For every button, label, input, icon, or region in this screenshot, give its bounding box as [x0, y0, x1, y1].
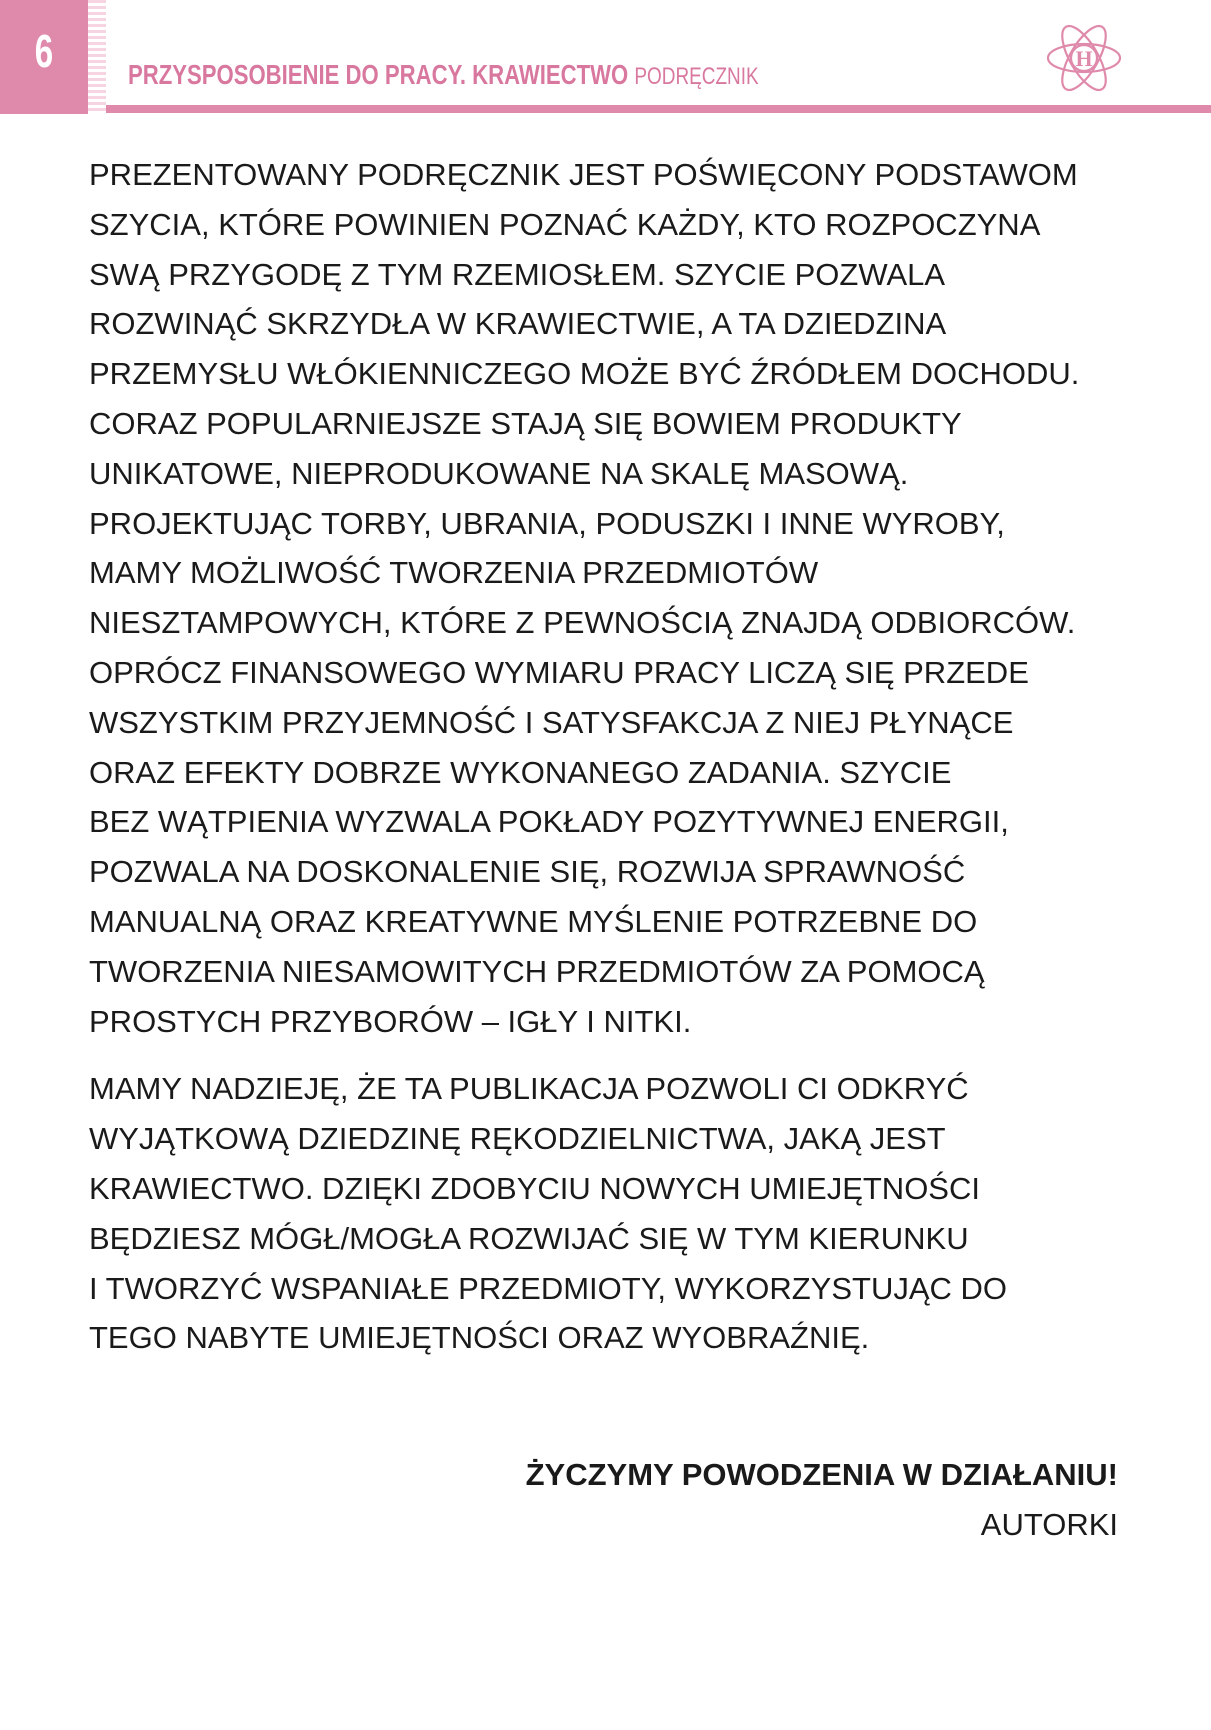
text-line: SWĄ PRZYGODĘ Z TYM RZEMIOSŁEM. SZYCIE POZWALA	[89, 256, 946, 292]
text-line: UNIKATOWE, NIEPRODUKOWANE NA SKALĘ MASOWĄ.	[89, 455, 909, 491]
text-line: POZWALA NA DOSKONALENIE SIĘ, ROZWIJA SPRAWNOŚĆ	[89, 854, 966, 890]
text-line: TEGO NABYTE UMIEJĘTNOŚCI ORAZ WYOBRAŹNIĘ.	[89, 1320, 870, 1356]
closing-signature	[526, 1450, 1118, 1550]
text-line: TWORZENIA NIESAMOWITYCH PRZEDMIOTÓW ZA POMOCĄ	[89, 953, 985, 989]
tab-stripes-decoration	[88, 0, 106, 114]
header-title-light: PODRĘCZNIK	[634, 63, 759, 90]
text-line: OPRÓCZ FINANSOWEGO WYMIARU PRACY LICZĄ SIĘ PRZEDE	[89, 654, 1029, 690]
text-line: ROZWINĄĆ SKRZYDŁA W KRAWIECTWIE, A TA DZIEDZINA	[89, 306, 947, 342]
text-line: MANUALNĄ ORAZ KREATYWNE MYŚLENIE POTRZEBNE DO	[89, 903, 978, 939]
text-line: PROJEKTUJĄC TORBY, UBRANIA, PODUSZKI I INNE WYROBY,	[89, 505, 1005, 541]
text-line: ORAZ EFEKTY DOBRZE WYKONANEGO ZADANIA. SZYCIE	[89, 754, 952, 790]
text-line: PROSTYCH PRZYBORÓW – IGŁY I NITKI.	[89, 1003, 692, 1039]
text-line: PRZEMYSŁU WŁÓKIENNICZEGO MOŻE BYĆ ŹRÓDŁEM DOCHODU.	[89, 356, 1080, 392]
header-title-bold: PRZYSPOSOBIENIE DO PRACY. KRAWIECTWO	[128, 59, 629, 90]
closing-wish: ŻYCZYMY POWODZENIA W DZIAŁANIU!	[525, 1457, 1118, 1492]
page-number: 6	[34, 25, 54, 77]
text-line: MAMY MOŻLIWOŚĆ TWORZENIA PRZEDMIOTÓW	[89, 555, 819, 591]
header-rule	[106, 105, 1211, 113]
text-line: SZYCIA, KTÓRE POWINIEN POZNAĆ KAŻDY, KTO ROZPOCZYNA	[89, 206, 1041, 242]
logo-letter: H	[1075, 46, 1093, 71]
page-number-tab	[0, 0, 88, 114]
paragraph-2	[89, 1064, 1129, 1363]
body-text	[89, 150, 1129, 1363]
text-line: I TWORZYĆ WSPANIAŁE PRZEDMIOTY, WYKORZYSTUJĄC DO	[89, 1270, 1008, 1306]
text-line: MAMY NADZIEJĘ, ŻE TA PUBLIKACJA POZWOLI CI ODKRYĆ	[89, 1071, 969, 1107]
running-header-title	[128, 61, 759, 89]
text-line: PREZENTOWANY PODRĘCZNIK JEST POŚWIĘCONY PODSTAWOM	[89, 157, 1078, 192]
atom-logo-icon	[1044, 18, 1124, 98]
text-line: NIESZTAMPOWYCH, KTÓRE Z PEWNOŚCIĄ ZNAJDĄ ODBIORCÓW.	[89, 605, 1076, 641]
text-line: CORAZ POPULARNIEJSZE STAJĄ SIĘ BOWIEM PRODUKTY	[89, 405, 962, 441]
text-line: BĘDZIESZ MÓGŁ/MOGŁA ROZWIJAĆ SIĘ W TYM KIERUNKU	[89, 1220, 969, 1256]
closing-authors: AUTORKI	[980, 1507, 1118, 1542]
text-line: BEZ WĄTPIENIA WYZWALA POKŁADY POZYTYWNEJ ENERGII,	[89, 804, 1009, 840]
text-line: KRAWIECTWO. DZIĘKI ZDOBYCIU NOWYCH UMIEJĘTNOŚCI	[89, 1170, 980, 1206]
paragraph-1	[89, 150, 1129, 1046]
text-line: WYJĄTKOWĄ DZIEDZINĘ RĘKODZIELNICTWA, JAKĄ JEST	[89, 1121, 946, 1157]
text-line: WSZYSTKIM PRZYJEMNOŚĆ I SATYSFAKCJA Z NIEJ PŁYNĄCE	[89, 704, 1014, 740]
